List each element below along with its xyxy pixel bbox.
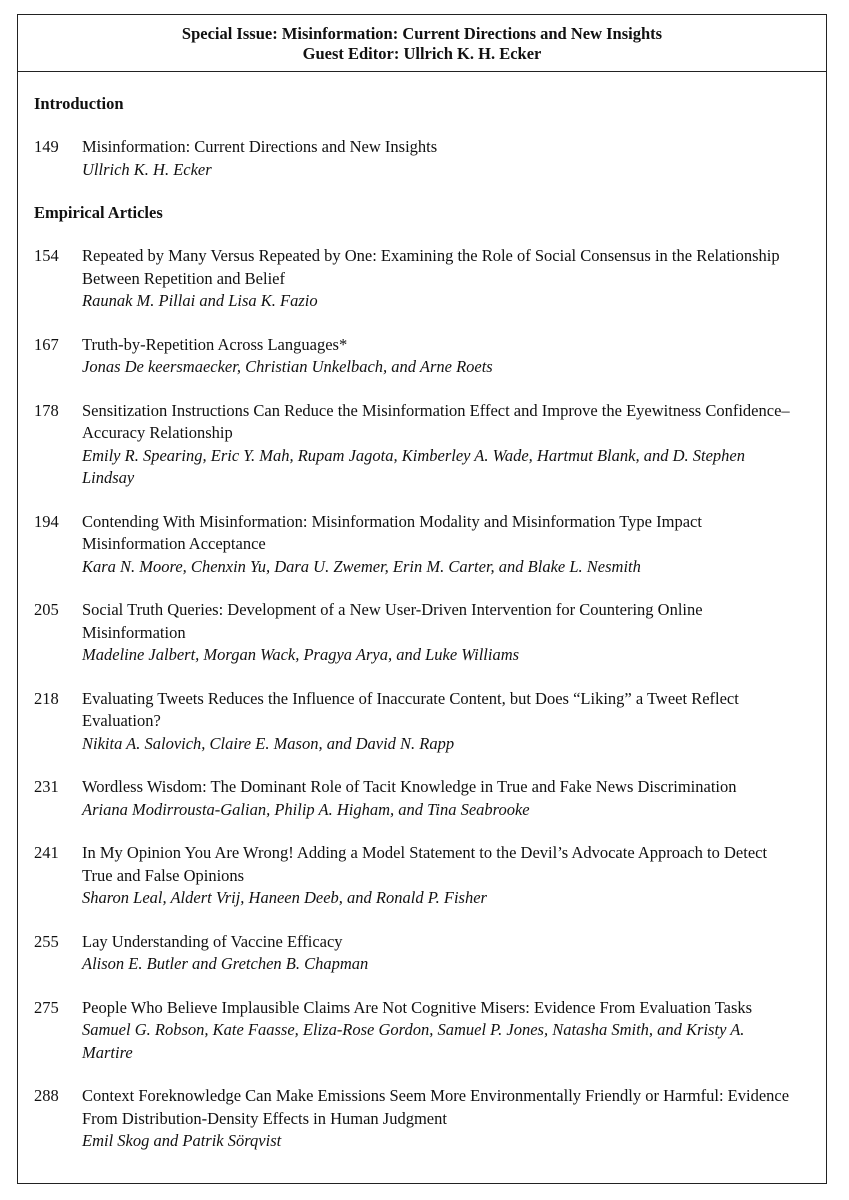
article-authors: Sharon Leal, Aldert Vrij, Haneen Deeb, and Ronald P. Fisher <box>82 888 487 907</box>
article-title[interactable]: Context Foreknowledge Can Make Emissions Seem More Environmentally Friendly or Harmful: Evidence From Distribution-Density Effects in Human Judgment <box>82 1086 790 1128</box>
toc-entry[interactable] <box>34 688 794 756</box>
article-authors: Emil Skog and Patrik Sörqvist <box>82 1131 282 1150</box>
toc-entry[interactable] <box>34 997 794 1065</box>
toc-entry[interactable] <box>34 245 794 313</box>
toc-entry[interactable] <box>34 511 794 579</box>
page-number: 255 <box>34 931 59 951</box>
section-heading-empirical: Empirical Articles <box>34 203 163 222</box>
article-title[interactable]: Evaluating Tweets Reduces the Influence of Inaccurate Content, but Does “Liking” a Tweet Reflect Evaluation? <box>82 688 739 730</box>
article-authors: Madeline Jalbert, Morgan Wack, Pragya Arya, and Luke Williams <box>82 645 520 664</box>
toc-entry[interactable] <box>34 1085 794 1153</box>
article-title[interactable]: People Who Believe Implausible Claims Are Not Cognitive Misers: Evidence From Evaluation Tasks <box>82 997 753 1017</box>
article-authors: Alison E. Butler and Gretchen B. Chapman <box>82 954 369 973</box>
article-title[interactable]: Wordless Wisdom: The Dominant Role of Tacit Knowledge in True and Fake News Discrimination <box>82 777 737 796</box>
toc-content <box>18 72 826 1153</box>
page-number: 205 <box>34 600 59 619</box>
toc-entry[interactable] <box>34 599 794 667</box>
page-number: 275 <box>34 997 59 1017</box>
toc-entry[interactable] <box>34 136 794 181</box>
page-number: 194 <box>34 511 59 531</box>
guest-editor: Guest Editor: Ullrich K. H. Ecker <box>302 44 542 63</box>
article-authors: Nikita A. Salovich, Claire E. Mason, and David N. Rapp <box>82 733 455 753</box>
toc-entry[interactable] <box>34 400 794 490</box>
article-title[interactable]: Repeated by Many Versus Repeated by One: Examining the Role of Social Consensus in the Relationship Between Repetition and Belief <box>82 246 780 288</box>
article-authors: Ullrich K. H. Ecker <box>82 159 212 179</box>
article-authors: Samuel G. Robson, Kate Faasse, Eliza-Rose Gordon, Samuel P. Jones, Natasha Smith, and Kristy A. Martire <box>82 1020 745 1062</box>
page-number: 231 <box>34 777 59 796</box>
page-number: 288 <box>34 1086 59 1105</box>
page-number: 241 <box>34 843 59 862</box>
article-title[interactable]: Lay Understanding of Vaccine Efficacy <box>82 931 343 951</box>
article-title[interactable]: Misinformation: Current Directions and New Insights <box>82 137 438 156</box>
page-number: 178 <box>34 400 59 420</box>
article-title[interactable]: Contending With Misinformation: Misinformation Modality and Misinformation Type Impact Misinformation Acceptance <box>82 511 702 553</box>
article-authors: Ariana Modirrousta-Galian, Philip A. Higham, and Tina Seabrooke <box>82 799 530 819</box>
toc-entry[interactable] <box>34 334 794 379</box>
section-heading-introduction: Introduction <box>34 94 124 113</box>
article-title[interactable]: Sensitization Instructions Can Reduce the Misinformation Effect and Improve the Eyewitness Confidence–Accuracy Relationship <box>82 400 790 442</box>
article-authors: Emily R. Spearing, Eric Y. Mah, Rupam Jagota, Kimberley A. Wade, Hartmut Blank, and D. Stephen Lindsay <box>82 445 745 487</box>
article-authors: Raunak M. Pillai and Lisa K. Fazio <box>82 291 318 310</box>
page-number: 167 <box>34 334 59 354</box>
special-issue-title: Special Issue: Misinformation: Current Directions and New Insights <box>181 24 663 43</box>
special-issue-header <box>18 15 826 72</box>
page-number: 154 <box>34 246 59 265</box>
article-title[interactable]: Social Truth Queries: Development of a New User-Driven Intervention for Countering Online Misinformation <box>82 600 703 642</box>
toc-entry[interactable] <box>34 776 794 821</box>
page-number: 218 <box>34 688 59 708</box>
toc-frame <box>17 14 827 1184</box>
article-authors: Kara N. Moore, Chenxin Yu, Dara U. Zwemer, Erin M. Carter, and Blake L. Nesmith <box>82 556 641 576</box>
article-authors: Jonas De keersmaecker, Christian Unkelbach, and Arne Roets <box>82 357 493 376</box>
article-title[interactable]: In My Opinion You Are Wrong! Adding a Model Statement to the Devil’s Advocate Approach to Detect True and False Opinions <box>82 843 768 885</box>
article-title[interactable]: Truth-by-Repetition Across Languages* <box>82 334 348 354</box>
toc-entry[interactable] <box>34 931 794 976</box>
toc-entry[interactable] <box>34 842 794 910</box>
page-number: 149 <box>34 137 59 156</box>
